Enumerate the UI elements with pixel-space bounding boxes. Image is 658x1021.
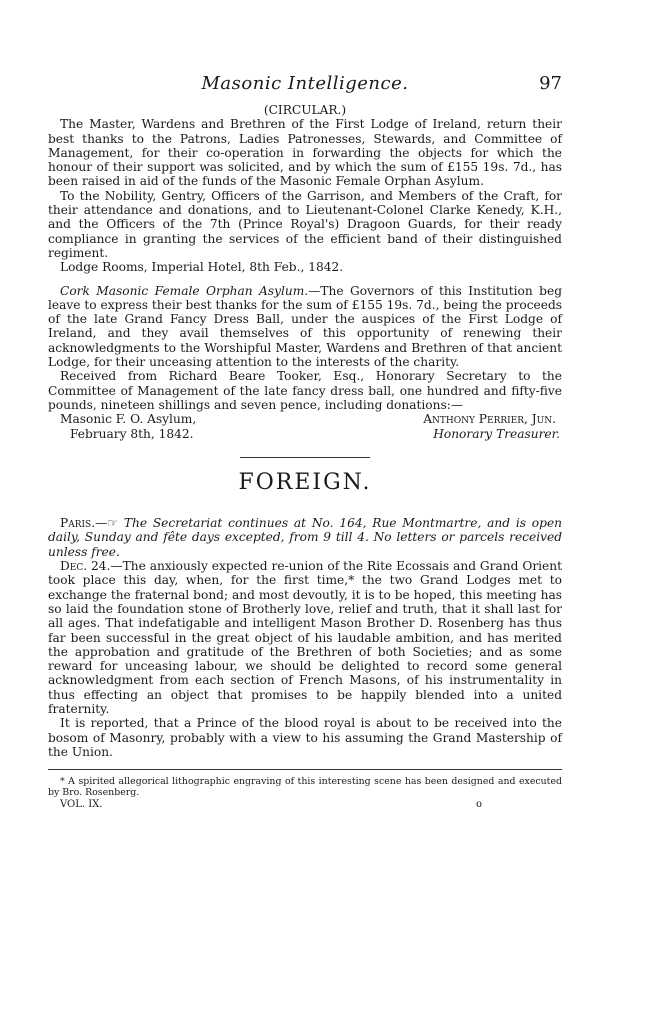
pointing-hand-icon: ☞ bbox=[107, 516, 119, 531]
cork-paragraph-text: —The Governors of this Institution beg leave to express their best thanks for the sum of £155 19s. 7d., being the proceeds of the late Grand Fancy Dress Ball, under the auspices of the First Lodge of Ireland, and they avail themselves of this opportunity of renewing their acknowledgments to the Worshipful Master, Wardens and Brethren of that ancient Lodge, for their unceasing attention to the interests of the charity. bbox=[48, 283, 562, 370]
running-head bbox=[48, 73, 562, 97]
footer-row bbox=[48, 798, 562, 812]
signature-date: February 8th, 1842. bbox=[70, 426, 194, 441]
signature-row-2 bbox=[48, 427, 562, 441]
dec-paragraph bbox=[48, 559, 562, 716]
paris-notice-text: The Secretariat continues at No. 164, Rue Montmartre, and is open daily, Sunday and fête days excepted, from 9 till 4. No letters or parcels received unless free. bbox=[48, 516, 563, 559]
cork-received-paragraph: Received from Richard Beare Tooker, Esq., Honorary Secretary to the Committee of Management of the late fancy dress ball, one hundred and fifty-five pounds, nineteen shillings and seven pence, including donations:— bbox=[48, 369, 562, 412]
signature-mark: o bbox=[475, 799, 482, 811]
paris-notice bbox=[48, 516, 562, 559]
section-divider bbox=[240, 457, 370, 458]
page-number: 97 bbox=[539, 73, 562, 94]
footnote-rule bbox=[48, 769, 562, 770]
footnote-text: * A spirited allegorical lithographic engraving of this interesting scene has been designed and executed by Bro. Rosenberg. bbox=[48, 776, 562, 799]
signature-name: Anthony Perrier, Jun. bbox=[423, 412, 556, 427]
running-title: Masonic Intelligence. bbox=[201, 73, 409, 94]
circular-paragraph-nobility: To the Nobility, Gentry, Officers of the Garrison, and Members of the Craft, for their attendance and donations, and to Lieutenant-Colonel Clarke Kenedy, K.H., and the Officers of the 7th (Prince Royal's) Dragoon Guards, for their ready compliance in granting the services of the efficient band of their distinguished regiment. bbox=[48, 188, 562, 260]
page-body bbox=[48, 103, 562, 812]
cork-paragraph bbox=[48, 284, 562, 370]
circular-paragraph-thanks: The Master, Wardens and Brethren of the First Lodge of Ireland, return their best thanks to the Patrons, Ladies Patronesses, Stewards, and Committee of Management, for their co-operation in forwarding the objects for which the honour of their support was solicited, and by which the sum of £155 19s. 7d., has been raised in aid of the funds of the Masonic Female Orphan Asylum. bbox=[48, 117, 562, 189]
circular-dateline: Lodge Rooms, Imperial Hotel, 8th Feb., 1842. bbox=[60, 260, 344, 275]
volume-label: VOL. IX. bbox=[60, 799, 103, 811]
circular-label: (CIRCULAR.) bbox=[263, 103, 347, 117]
signature-asylum: Masonic F. O. Asylum, bbox=[60, 412, 197, 427]
section-title-foreign: FOREIGN. bbox=[238, 469, 372, 495]
dec-paragraph-text: —The anxiously expected re-union of the Rite Ecossais and Grand Orient took place this day, when, for the first time,* the two Grand Lodges met to exchange the fraternal bond; and most devoutly, it is to be hoped, this meeting has so laid the foundation stone of Brotherly love, relief and truth, that it shall last for all ages. That indefatigable and intelligent Mason Brother D. Rosenberg has thus far been successful in the great object of his laudable ambition, and has merited the approbation and gratitude of the Brethren of both Societies; and as some reward for unceasing labour, we should be delighted to record some general acknowledgment from each section of French Masons, of his instrumentality in thus effecting an object that promises to be happily blended into a united fraternity. bbox=[48, 559, 563, 716]
signature-role: Honorary Treasurer. bbox=[433, 426, 560, 441]
paris-lead: Paris.— bbox=[60, 516, 108, 531]
dec-lead: Dec. 24. bbox=[60, 559, 111, 574]
signature-row bbox=[48, 412, 562, 426]
cork-lead: Cork Masonic Female Orphan Asylum. bbox=[60, 283, 309, 298]
prince-paragraph: It is reported, that a Prince of the blood royal is about to be received into the bosom of Masonry, probably with a view to his assuming the Grand Mastership of the Union. bbox=[48, 716, 562, 759]
